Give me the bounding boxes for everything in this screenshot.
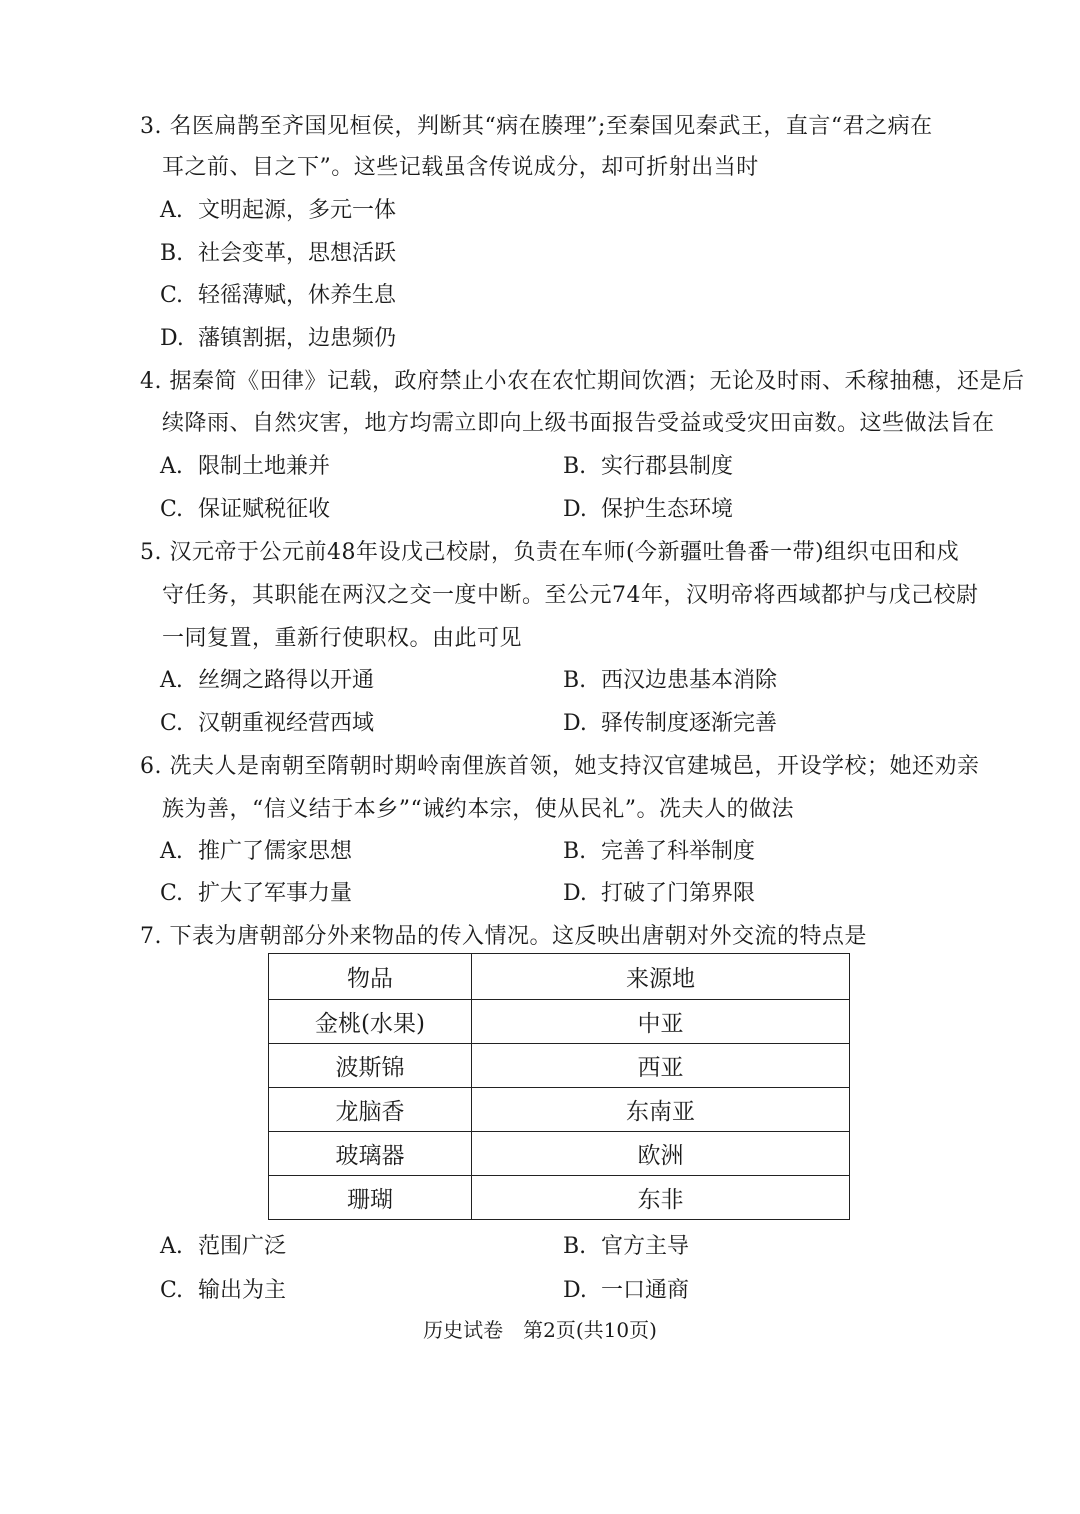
q3-option-a [160, 196, 396, 226]
option-letter: B. [563, 1234, 587, 1259]
table-cell: 东南亚 [472, 1088, 850, 1132]
option-text: 保护生态环境 [601, 497, 734, 522]
option-letter: A. [160, 454, 183, 479]
option-letter: C. [160, 497, 184, 522]
q4-stem-line-2: 续降雨、自然灾害，地方均需立即向上级书面报告受益或受灾田亩数。这些做法旨在 [162, 411, 995, 436]
option-text: 藩镇割据，边患频仍 [198, 326, 397, 351]
table-row [269, 1176, 850, 1220]
option-text: 限制土地兼并 [198, 454, 331, 479]
table-header-row [269, 954, 850, 1000]
option-letter: A. [160, 668, 183, 693]
option-letter: C. [160, 283, 184, 308]
option-text: 驿传制度逐渐完善 [601, 711, 778, 736]
table-header-cell: 物品 [269, 954, 472, 1000]
option-text: 官方主导 [601, 1234, 690, 1259]
page-footer: 历史试卷 第2页(共10页) [423, 1318, 657, 1342]
q5-stem-line-3: 一同复置，重新行使职权。由此可见 [162, 626, 523, 651]
table-cell: 欧洲 [472, 1132, 850, 1176]
q5-option-a [160, 666, 374, 696]
q3-stem-line-2: 耳之前、目之下”。这些记载虽含传说成分，却可折射出当时 [162, 155, 759, 180]
table-cell: 东非 [472, 1176, 850, 1220]
option-letter: C. [160, 1278, 184, 1303]
q7-option-d [563, 1276, 689, 1306]
option-text: 轻徭薄赋，休养生息 [198, 283, 397, 308]
option-letter: C. [160, 881, 184, 906]
table-cell: 玻璃器 [269, 1132, 472, 1176]
option-letter: D. [563, 1278, 587, 1303]
q6-stem-line-1: 6. 冼夫人是南朝至隋朝时期岭南俚族首领，她支持汉官建城邑，开设学校；她还劝亲 [140, 754, 980, 779]
option-letter: B. [160, 241, 184, 266]
q3-option-c [160, 281, 396, 311]
option-text: 完善了科举制度 [601, 839, 756, 864]
option-letter: C. [160, 711, 184, 736]
option-letter: A. [160, 198, 183, 223]
q5-option-c [160, 709, 374, 739]
option-text: 丝绸之路得以开通 [198, 668, 375, 693]
option-letter: D. [563, 711, 587, 736]
q4-option-b [563, 452, 733, 482]
option-letter: D. [160, 326, 184, 351]
table-cell: 西亚 [472, 1044, 850, 1088]
q6-stem-line-2: 族为善，“信义结于本乡”“诫约本宗，使从民礼”。冼夫人的做法 [162, 797, 794, 822]
q5-option-b [563, 666, 777, 696]
option-text: 扩大了军事力量 [198, 881, 353, 906]
q7-option-b [563, 1232, 689, 1262]
option-letter: A. [160, 1234, 183, 1259]
q6-option-c [160, 879, 352, 909]
q6-option-d [563, 879, 755, 909]
q6-option-a [160, 837, 352, 867]
table-cell: 波斯锦 [269, 1044, 472, 1088]
table-cell: 珊瑚 [269, 1176, 472, 1220]
table-row [269, 1044, 850, 1088]
table-cell: 龙脑香 [269, 1088, 472, 1132]
table-row [269, 1132, 850, 1176]
option-text: 社会变革，思想活跃 [198, 241, 397, 266]
option-text: 输出为主 [198, 1278, 287, 1303]
option-text: 汉朝重视经营西域 [198, 711, 375, 736]
table-header-cell: 来源地 [472, 954, 850, 1000]
q4-option-c [160, 495, 330, 525]
table-cell: 中亚 [472, 1000, 850, 1044]
q4-stem-line-1: 4. 据秦简《田律》记载，政府禁止小农在农忙期间饮酒；无论及时雨、禾稼抽穗，还是后 [140, 369, 1025, 394]
option-text: 实行郡县制度 [601, 454, 734, 479]
q4-option-a [160, 452, 330, 482]
q4-option-d [563, 495, 733, 525]
q5-stem-line-2: 守任务，其职能在两汉之交一度中断。至公元74年，汉明帝将西域都护与戊己校尉 [162, 583, 979, 608]
q3-stem-line-1: 3. 名医扁鹊至齐国见桓侯，判断其“病在腠理”;至秦国见秦武王，直言“君之病在 [140, 114, 933, 139]
option-text: 一口通商 [601, 1278, 690, 1303]
option-text: 范围广泛 [198, 1234, 287, 1259]
q6-option-b [563, 837, 755, 867]
option-text: 打破了门第界限 [601, 881, 756, 906]
option-letter: D. [563, 881, 587, 906]
option-letter: B. [563, 668, 587, 693]
q3-option-b [160, 239, 396, 269]
q3-option-d [160, 324, 396, 354]
option-letter: A. [160, 839, 183, 864]
option-text: 保证赋税征收 [198, 497, 331, 522]
imports-table [268, 953, 850, 1220]
q7-option-a [160, 1232, 286, 1262]
option-letter: D. [563, 497, 587, 522]
q7-option-c [160, 1276, 286, 1306]
option-letter: B. [563, 454, 587, 479]
q7-stem-line-1: 7. 下表为唐朝部分外来物品的传入情况。这反映出唐朝对外交流的特点是 [140, 924, 867, 949]
option-text: 推广了儒家思想 [198, 839, 353, 864]
q5-stem-line-1: 5. 汉元帝于公元前48年设戊己校尉，负责在车师(今新疆吐鲁番一带)组织屯田和戍 [140, 540, 960, 565]
option-text: 西汉边患基本消除 [601, 668, 778, 693]
table-cell: 金桃(水果) [269, 1000, 472, 1044]
option-text: 文明起源，多元一体 [198, 198, 397, 223]
q5-option-d [563, 709, 777, 739]
option-letter: B. [563, 839, 587, 864]
table-row [269, 1088, 850, 1132]
table-row [269, 1000, 850, 1044]
